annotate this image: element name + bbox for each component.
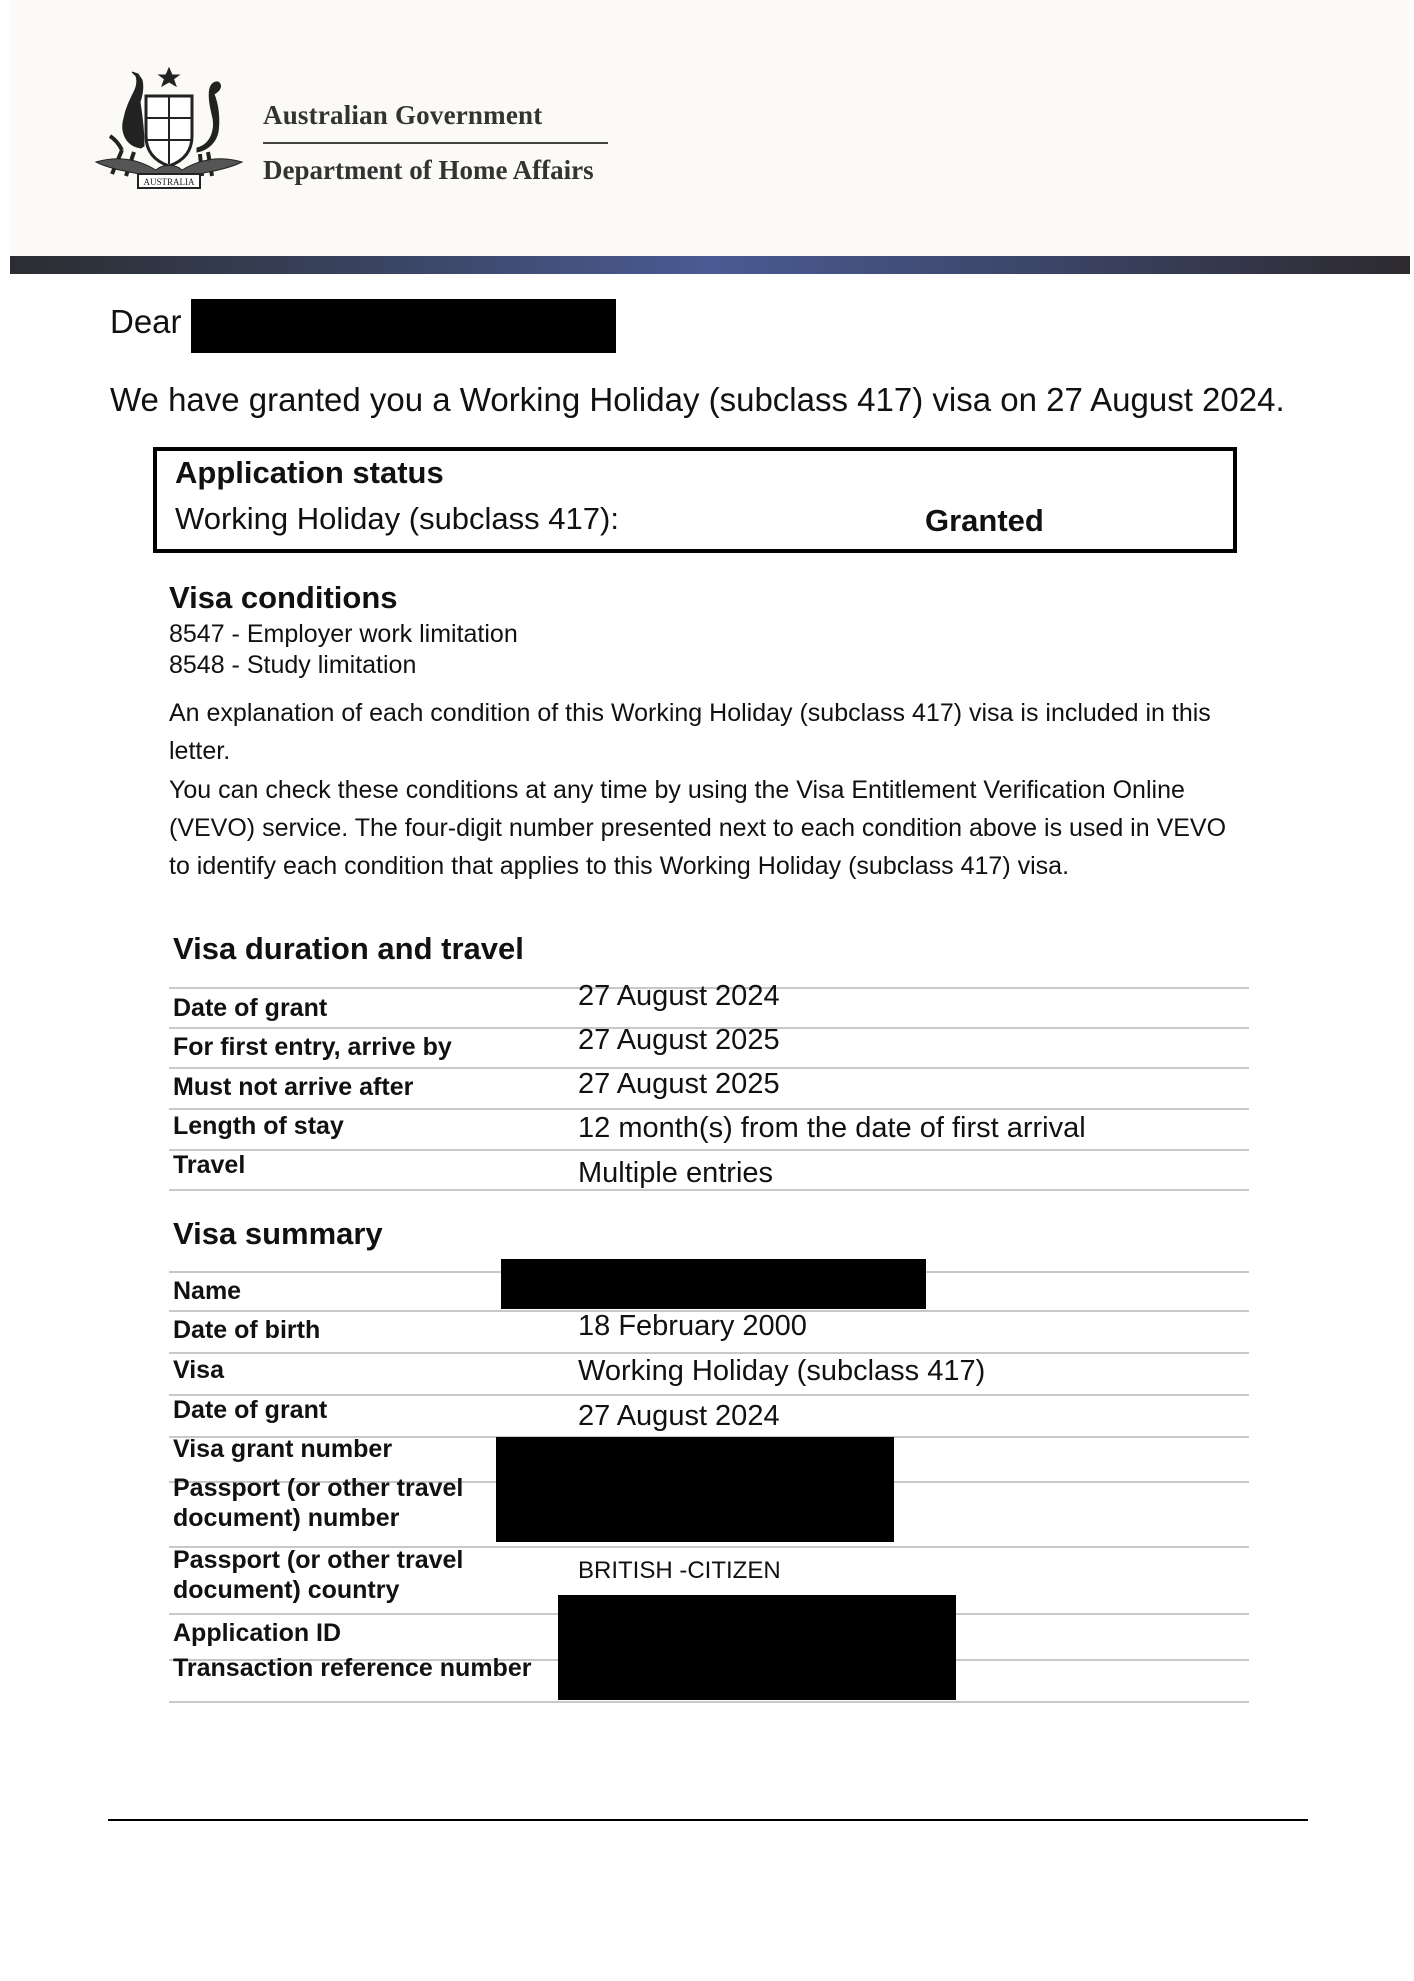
department-name: Department of Home Affairs bbox=[263, 155, 594, 185]
government-name: Australian Government bbox=[263, 100, 543, 130]
salutation: Dear bbox=[110, 303, 182, 340]
summary-row-value: BRITISH -CITIZEN bbox=[578, 1557, 781, 1584]
summary-row-label: Passport (or other travel document) country bbox=[173, 1546, 464, 1604]
duration-row-value: 12 month(s) from the date of first arrival bbox=[578, 1112, 1086, 1144]
summary-row-label: Transaction reference number bbox=[173, 1654, 532, 1682]
duration-row-value: 27 August 2024 bbox=[578, 980, 780, 1012]
duration-row-value: Multiple entries bbox=[578, 1157, 774, 1189]
summary-row-label: Date of grant bbox=[173, 1396, 328, 1424]
coat-of-arms-icon bbox=[86, 66, 252, 192]
application-status-visa: Working Holiday (subclass 417): bbox=[175, 501, 619, 536]
duration-row-label: Length of stay bbox=[173, 1112, 344, 1140]
duration-row-label: For first entry, arrive by bbox=[173, 1033, 452, 1061]
table-rule bbox=[169, 1108, 1249, 1110]
summary-row-label: Application ID bbox=[173, 1619, 342, 1647]
letterhead-accent-bar bbox=[10, 256, 1410, 274]
summary-row-label: Passport (or other travel document) number bbox=[173, 1474, 464, 1532]
redacted-application-and-transaction-id bbox=[558, 1595, 956, 1700]
summary-row-value: 27 August 2024 bbox=[578, 1400, 780, 1432]
application-status-title: Application status bbox=[175, 455, 444, 490]
duration-row-label: Travel bbox=[173, 1151, 246, 1179]
table-rule bbox=[169, 1701, 1249, 1703]
summary-row-value: 18 February 2000 bbox=[578, 1310, 807, 1342]
duration-row-label: Date of grant bbox=[173, 994, 328, 1022]
condition-item: 8548 - Study limitation bbox=[169, 651, 417, 679]
crest-ribbon-text: AUSTRALIA bbox=[143, 177, 195, 187]
duration-row-value: 27 August 2025 bbox=[578, 1068, 780, 1100]
table-rule bbox=[169, 1394, 1249, 1396]
visa-conditions-heading: Visa conditions bbox=[169, 580, 398, 615]
redacted-recipient-name bbox=[191, 299, 616, 353]
application-status-value: Granted bbox=[925, 503, 1044, 538]
summary-row-label: Date of birth bbox=[173, 1316, 321, 1344]
grant-intro-sentence: We have granted you a Working Holiday (subclass 417) visa on 27 August 2024. bbox=[110, 381, 1285, 418]
summary-row-label: Name bbox=[173, 1277, 242, 1305]
application-status-box bbox=[153, 447, 1237, 553]
duration-row-label: Must not arrive after bbox=[173, 1073, 414, 1101]
redacted-grant-and-passport-number bbox=[496, 1437, 894, 1542]
conditions-explanation: An explanation of each condition of this Working Holiday (subclass 417) visa is included in this letter. bbox=[169, 699, 1211, 765]
visa-summary-heading: Visa summary bbox=[173, 1216, 383, 1251]
redacted-name bbox=[501, 1259, 926, 1309]
summary-row-label: Visa grant number bbox=[173, 1435, 393, 1463]
footer-rule bbox=[108, 1819, 1308, 1821]
summary-row-value: Working Holiday (subclass 417) bbox=[578, 1355, 986, 1387]
vevo-note: You can check these conditions at any time by using the Visa Entitlement Verification Online (VEVO) service. The four-digit number presented next to each condition above is used in VEVO to identify each condition that applies to this Working Holiday (subclass 417) visa. bbox=[169, 776, 1227, 880]
duration-row-value: 27 August 2025 bbox=[578, 1024, 780, 1056]
table-rule bbox=[169, 1352, 1249, 1354]
condition-item: 8547 - Employer work limitation bbox=[169, 620, 518, 648]
summary-row-label: Visa bbox=[173, 1356, 224, 1384]
table-rule bbox=[169, 1149, 1249, 1151]
letterhead-divider bbox=[263, 142, 608, 144]
visa-duration-heading: Visa duration and travel bbox=[173, 931, 524, 966]
